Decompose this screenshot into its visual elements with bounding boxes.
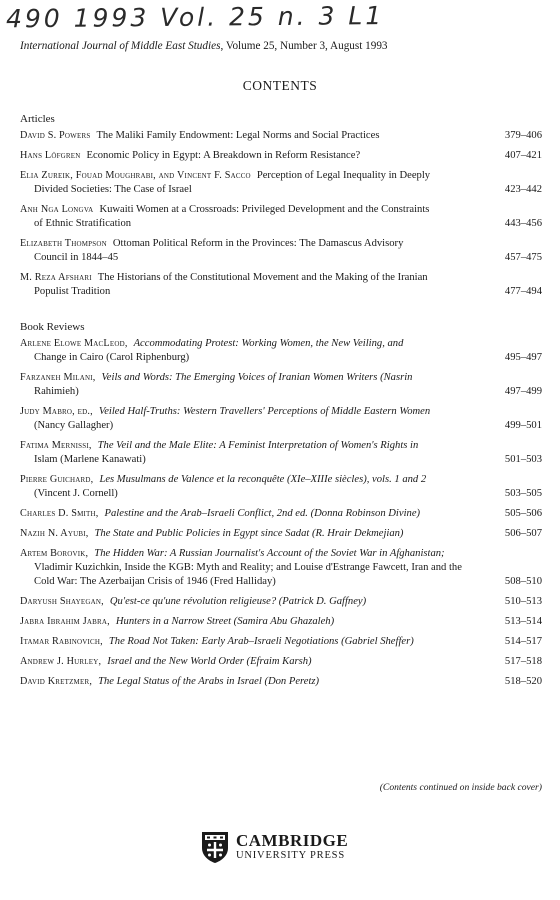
entry-pages: 443–456 (504, 218, 542, 229)
toc-entry (20, 169, 542, 197)
entry-title-continued: Change in Cairo (Carol Riphenburg) (34, 352, 190, 363)
entry-pages: 505–506 (504, 508, 542, 519)
review-entry (20, 635, 542, 649)
review-entry (20, 507, 542, 521)
entry-title-continued: Council in 1844–45 (34, 252, 119, 263)
toc-entry (20, 149, 542, 163)
section-label-book-reviews: Book Reviews (20, 321, 85, 333)
toc-entry (20, 271, 542, 299)
entry-author: Anh Nga Longva (20, 204, 94, 215)
toc-entry (20, 129, 542, 143)
review-entry (20, 337, 542, 365)
entry-author: Artem Borovik, (20, 548, 89, 559)
entry-author: Nazih N. Ayubi, (20, 528, 89, 539)
entry-author: Elia Zureik, Fouad Moughrabi, and Vincent F. Sacco (20, 170, 251, 181)
entry-pages: 423–442 (504, 184, 542, 195)
entry-pages: 497–499 (504, 386, 542, 397)
entry-title: Accommodating Protest: Working Women, the New Veiling, and (133, 338, 404, 349)
entry-author: Arlene Elowe MacLeod, (20, 338, 128, 349)
entry-title: Economic Policy in Egypt: A Breakdown in Reform Resistance? (86, 150, 361, 161)
entry-author: Charles D. Smith, (20, 508, 99, 519)
entry-author: David S. Powers (20, 130, 91, 141)
entry-pages: 477–494 (504, 286, 542, 297)
entry-pages: 518–520 (504, 676, 542, 687)
entry-title-continued: Vladimir Kuzichkin, Inside the KGB: Myth and Reality; and Louise d'Estrange Fawcett, Iran and the Cold War: The Azerbaijan Crisis of 1946 (Fred Halliday) (34, 562, 462, 587)
entry-pages: 506–507 (504, 528, 542, 539)
journal-citation (20, 40, 388, 52)
entry-author: Farzaneh Milani, (20, 372, 96, 383)
handwritten-annotation: 490 1993 Vol. 25 n. 3 L1 (5, 1, 385, 34)
entry-title: Kuwaiti Women at a Crossroads: Privileged Development and the Constraints (99, 204, 430, 215)
journal-title: International Journal of Middle East Studies (20, 40, 221, 52)
entry-pages: 407–421 (504, 150, 542, 161)
review-entry (20, 439, 542, 467)
entry-title: Veils and Words: The Emerging Voices of Iranian Women Writers (Nasrin (101, 372, 413, 383)
entry-title: Hunters in a Narrow Street (Samira Abu Ghazaleh) (115, 616, 335, 627)
entry-title: Les Musulmans de Valence et la reconquête (XIe–XIIIe siècles), vols. 1 and 2 (99, 474, 427, 485)
cambridge-shield-icon (200, 830, 230, 864)
entry-author: M. Reza Afshari (20, 272, 92, 283)
contents-continued-note: (Contents continued on inside back cover) (379, 782, 542, 793)
entry-pages: 457–475 (504, 252, 542, 263)
entry-title: The State and Public Policies in Egypt since Sadat (R. Hrair Dekmejian) (94, 528, 404, 539)
toc-entry (20, 237, 542, 265)
journal-details: , Volume 25, Number 3, August 1993 (220, 40, 388, 52)
entry-author: Judy Mabro, ed., (20, 406, 93, 417)
entry-author: Hans Löfgren (20, 150, 81, 161)
toc-entry (20, 203, 542, 231)
entry-title: Ottoman Political Reform in the Provinces: The Damascus Advisory (112, 238, 404, 249)
publisher-name-line2: UNIVERSITY PRESS (236, 850, 345, 862)
review-entry (20, 473, 542, 501)
entry-author: Elizabeth Thompson (20, 238, 107, 249)
review-entry (20, 655, 542, 669)
entry-pages: 503–505 (504, 488, 542, 499)
entry-pages: 495–497 (504, 352, 542, 363)
entry-title: Veiled Half-Truths: Western Travellers' Perceptions of Middle Eastern Women (98, 406, 431, 417)
review-entry (20, 527, 542, 541)
entry-title-continued: Populist Tradition (34, 286, 111, 297)
entry-pages: 379–406 (504, 130, 542, 141)
entry-pages: 513–514 (504, 616, 542, 627)
publisher-name (236, 832, 348, 862)
entry-title: The Road Not Taken: Early Arab–Israeli Negotiations (Gabriel Sheffer) (108, 636, 414, 647)
entry-title: The Legal Status of the Arabs in Israel (Don Peretz) (98, 676, 320, 687)
entry-title: Palestine and the Arab–Israeli Conflict, 2nd ed. (Donna Robinson Divine) (104, 508, 421, 519)
entry-pages: 508–510 (504, 576, 542, 587)
contents-heading: CONTENTS (242, 78, 318, 93)
review-entry (20, 405, 542, 433)
entry-title: The Historians of the Constitutional Movement and the Making of the Iranian (97, 272, 428, 283)
entry-pages: 501–503 (504, 454, 542, 465)
entry-title: The Hidden War: A Russian Journalist's Account of the Soviet War in Afghanistan; (94, 548, 445, 559)
entry-author: Fatima Mernissi, (20, 440, 92, 451)
entry-title: Perception of Legal Inequality in Deeply (256, 170, 431, 181)
section-label-articles: Articles (20, 113, 55, 125)
entry-title-continued: (Vincent J. Cornell) (34, 488, 118, 499)
table-of-contents (20, 113, 542, 695)
entry-title: The Maliki Family Endowment: Legal Norms and Social Practices (96, 130, 380, 141)
entry-title-continued: Divided Societies: The Case of Israel (34, 184, 192, 195)
entry-title-continued: (Nancy Gallagher) (34, 420, 114, 431)
entry-title-continued: Islam (Marlene Kanawati) (34, 454, 146, 465)
review-entry (20, 615, 542, 629)
entry-pages: 517–518 (504, 656, 542, 667)
entry-author: David Kretzmer, (20, 676, 93, 687)
entry-author: Daryush Shayegan, (20, 596, 104, 607)
entry-author: Pierre Guichard, (20, 474, 94, 485)
entry-title: The Veil and the Male Elite: A Feminist Interpretation of Women's Rights in (97, 440, 419, 451)
entry-pages: 499–501 (504, 420, 542, 431)
entry-title-continued: of Ethnic Stratification (34, 218, 132, 229)
entry-author: Jabra Ibrahim Jabra, (20, 616, 110, 627)
review-entry (20, 371, 542, 399)
entry-author: Andrew J. Hurley, (20, 656, 102, 667)
entry-pages: 510–513 (504, 596, 542, 607)
entry-title: Israel and the New World Order (Efraim Karsh) (107, 656, 312, 667)
review-entry (20, 675, 542, 689)
review-entry (20, 547, 542, 589)
entry-pages: 514–517 (504, 636, 542, 647)
entry-title-continued: Rahimieh) (34, 386, 79, 397)
publisher-name-line1: CAMBRIDGE (236, 831, 349, 851)
entry-title: Qu'est-ce qu'une révolution religieuse? (Patrick D. Gaffney) (109, 596, 367, 607)
publisher-logo (200, 830, 348, 864)
review-entry (20, 595, 542, 609)
entry-author: Itamar Rabinovich, (20, 636, 103, 647)
